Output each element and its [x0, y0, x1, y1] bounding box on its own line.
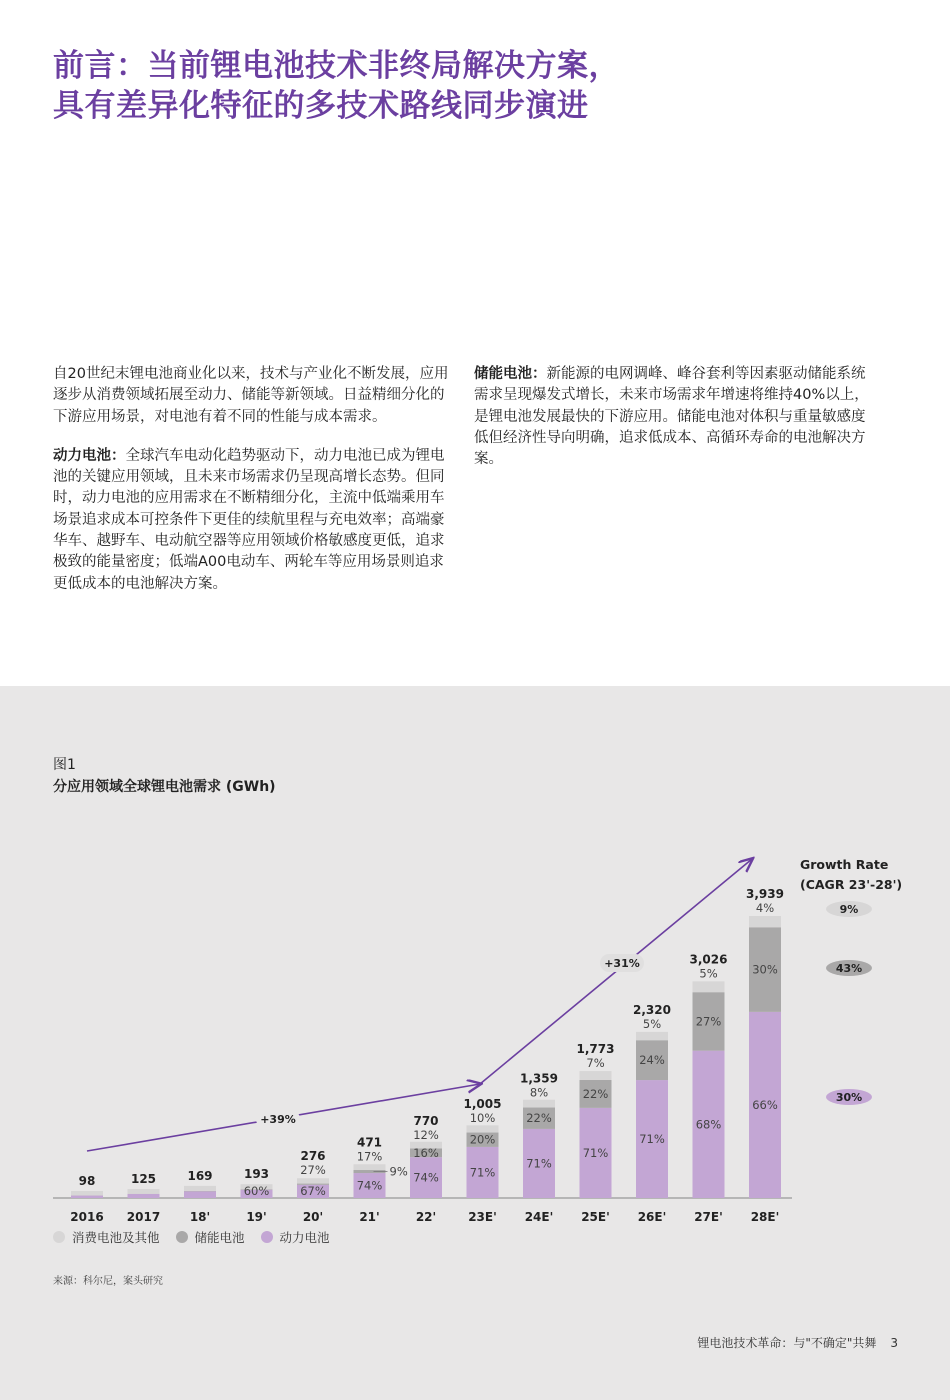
bar-total-2016: 98 — [78, 1173, 96, 1188]
legend-swatch-storage — [176, 1231, 188, 1243]
bar-total-28E': 3,939 — [746, 887, 784, 901]
growth-rate-title: Growth Rate — [800, 857, 889, 872]
bar-label-power-21': 74% — [356, 1178, 383, 1193]
page-title-line-2: 具有差异化特征的多技术路线同步演进 — [53, 88, 589, 124]
x-tick-23E': 23E' — [468, 1210, 497, 1224]
bar-label-power-20': 67% — [300, 1184, 326, 1198]
demand-chart — [0, 686, 950, 1286]
storage-battery-text: 新能源的电网调峰、峰谷套利等因素驱动储能系统需求呈现爆发式增长，未来市场需求年增速将维持40%以上，是锂电池发展最快的下游应用。储能电池对体积与重量敏感度低但经济性导向明确，追求低成本、高循环寿命的电池解决方案。 — [474, 366, 869, 468]
bar-label-storage-27E': 27% — [695, 1014, 722, 1029]
bar-segment-26E'-2 — [636, 1032, 668, 1040]
cagr-label-1: +39% — [260, 1113, 296, 1126]
storage-battery-label: 储能电池： — [474, 366, 547, 382]
legend-item-consumer — [53, 1228, 160, 1246]
bar-label-power-22': 74% — [413, 1170, 439, 1185]
power-battery-paragraph — [53, 446, 451, 595]
bar-total-18': 169 — [187, 1168, 213, 1183]
page-title-line-1: 前言：当前锂电池技术非终局解决方案， — [53, 48, 620, 84]
bar-label-consumer-20': 27% — [300, 1163, 326, 1178]
legend-item-power — [261, 1228, 330, 1246]
right-column — [474, 364, 874, 488]
growth-rate-label-2: 30% — [835, 1091, 863, 1104]
bar-label-consumer-22': 12% — [413, 1127, 439, 1142]
bar-label-storage-22': 16% — [413, 1145, 439, 1160]
bar-label-power-24E': 71% — [526, 1156, 552, 1171]
bar-label-consumer-24E': 8% — [529, 1085, 549, 1100]
x-tick-18': 18' — [189, 1210, 211, 1224]
bar-label-consumer-21': 17% — [356, 1149, 383, 1164]
bar-label-consumer-23E': 10% — [469, 1111, 496, 1126]
legend-swatch-consumer — [53, 1231, 65, 1243]
bar-segment-18'-0 — [184, 1191, 216, 1198]
bar-total-20': 276 — [300, 1149, 326, 1164]
footer-text: 锂电池技术革命：与"不确定"共舞 — [697, 1336, 877, 1350]
bar-total-22': 770 — [413, 1113, 439, 1128]
cagr-label-2: +31% — [604, 957, 640, 970]
bar-total-27E': 3,026 — [689, 952, 728, 967]
bar-segment-2017-0 — [128, 1194, 160, 1198]
bar-total-25E': 1,773 — [576, 1042, 615, 1057]
bar-total-2017: 125 — [130, 1172, 157, 1187]
bar-label-storage-28E': 30% — [752, 962, 778, 977]
x-tick-2016: 2016 — [70, 1210, 104, 1224]
bar-label-consumer-27E': 5% — [699, 966, 718, 981]
bar-label-storage-21': 9% — [389, 1164, 408, 1179]
bar-label-storage-25E': 22% — [582, 1086, 609, 1101]
bar-label-storage-24E': 22% — [526, 1111, 552, 1126]
bar-total-21': 471 — [356, 1135, 383, 1150]
bar-total-24E': 1,359 — [520, 1071, 558, 1086]
x-tick-20': 20' — [302, 1210, 324, 1224]
legend-label-consumer: 消费电池及其他 — [72, 1230, 160, 1245]
bar-segment-28E'-2 — [749, 916, 781, 927]
bar-label-power-23E': 71% — [469, 1165, 496, 1180]
figure-title: 分应用领域全球锂电池需求 (GWh) — [53, 779, 276, 795]
legend-label-power: 动力电池 — [279, 1230, 330, 1245]
page-title — [53, 46, 620, 126]
bar-label-power-25E': 71% — [582, 1145, 609, 1160]
bar-segment-24E'-2 — [523, 1100, 555, 1108]
legend-item-storage — [176, 1228, 245, 1246]
legend-swatch-power — [261, 1231, 273, 1243]
figure-panel — [0, 686, 950, 1400]
bar-label-consumer-26E': 5% — [642, 1016, 662, 1031]
power-battery-text: 全球汽车电动化趋势驱动下，动力电池已成为锂电池的关键应用领域，且未来市场需求仍呈现高增长态势。但同时，动力电池的应用需求在不断精细分化，主流中低端乘用车场景追求成本可控条件下更佳的续航里程与充电效率；高端豪华车、越野车、电动航空器等应用领域价格敏感度更低，追求极致的能量密度；低端A00电动车、两轮车等应用场景则追求更低成本的电池解决方案。 — [53, 447, 445, 592]
growth-rate-label-0: 9% — [839, 903, 859, 916]
bar-label-storage-23E': 20% — [469, 1132, 496, 1147]
bar-label-power-27E': 68% — [695, 1117, 722, 1132]
left-column — [53, 364, 451, 613]
bar-segment-18'-2 — [184, 1186, 216, 1191]
x-tick-28E': 28E' — [750, 1210, 780, 1224]
bar-segment-25E'-2 — [580, 1071, 612, 1080]
growth-rate-label-1: 43% — [835, 962, 863, 975]
page-footer — [697, 1334, 898, 1351]
growth-rate-subtitle: (CAGR 23'-28') — [800, 877, 903, 892]
bar-segment-2016-2 — [71, 1191, 103, 1195]
x-tick-25E': 25E' — [581, 1210, 610, 1224]
intro-paragraph: 自20世纪末锂电池商业化以来，技术与产业化不断发展，应用逐步从消费领域拓展至动力、储能等新领域。日益精细分化的下游应用场景，对电池有着不同的性能与成本需求。 — [53, 366, 449, 425]
legend-label-storage: 储能电池 — [194, 1230, 245, 1245]
bar-segment-2016-0 — [71, 1196, 103, 1198]
bar-total-19': 193 — [243, 1167, 270, 1182]
x-tick-24E': 24E' — [524, 1210, 554, 1224]
bar-segment-27E'-2 — [693, 981, 725, 992]
bar-segment-2017-2 — [128, 1189, 160, 1194]
bar-segment-20'-2 — [297, 1178, 329, 1183]
x-tick-2017: 2017 — [126, 1210, 161, 1224]
bar-label-consumer-28E': 4% — [755, 901, 775, 915]
x-tick-19': 19' — [246, 1210, 267, 1224]
power-battery-label: 动力电池： — [53, 447, 126, 464]
page-number: 3 — [890, 1336, 898, 1350]
bar-total-26E': 2,320 — [633, 1002, 671, 1017]
bar-segment-23E'-2 — [467, 1125, 499, 1132]
storage-battery-paragraph — [474, 364, 874, 470]
x-tick-22': 22' — [415, 1210, 437, 1224]
bar-label-power-26E': 71% — [639, 1132, 665, 1147]
x-tick-27E': 27E' — [694, 1210, 723, 1224]
x-tick-26E': 26E' — [637, 1210, 667, 1224]
figure-label: 图1 — [53, 757, 76, 773]
bar-label-power-28E': 66% — [752, 1097, 778, 1112]
x-tick-21': 21' — [359, 1210, 380, 1224]
figure-source: 来源：科尔尼，案头研究 — [53, 1276, 163, 1287]
bar-segment-21'-2 — [354, 1164, 386, 1170]
bar-label-storage-26E': 24% — [639, 1053, 665, 1068]
bar-total-23E': 1,005 — [463, 1097, 502, 1112]
bar-label-power-19': 60% — [243, 1184, 270, 1198]
bar-label-consumer-25E': 7% — [586, 1056, 605, 1071]
chart-legend — [53, 1228, 330, 1246]
